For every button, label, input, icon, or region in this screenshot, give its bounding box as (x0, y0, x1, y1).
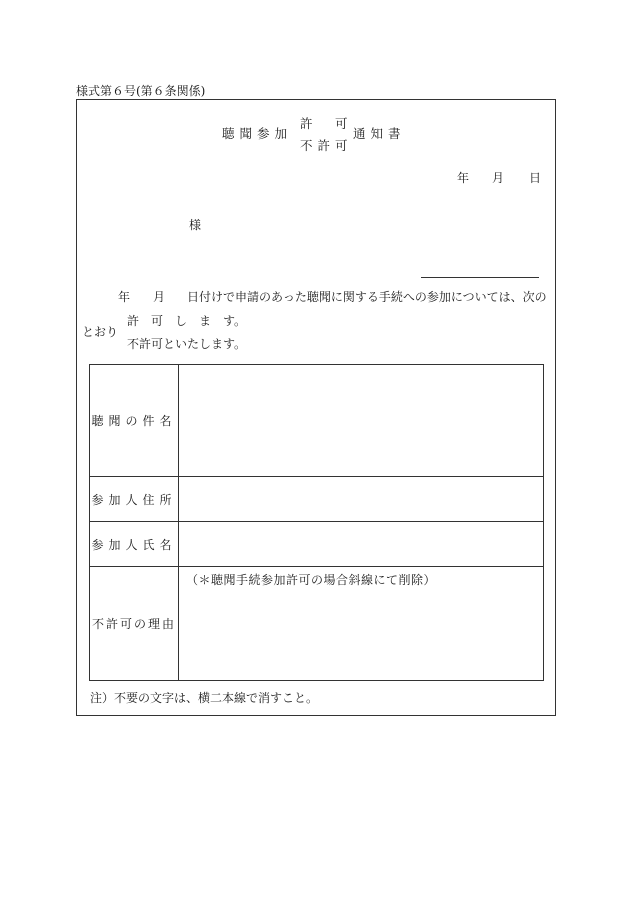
body-year: 年 (118, 290, 131, 304)
form-number: 様式第６号(第６条関係) (76, 84, 206, 98)
row-label-participant-name: 参加人氏名 (90, 522, 179, 567)
footnote: 注）不要の文字は、横二本線で消すこと。 (90, 691, 319, 705)
addressee-suffix: 様 (189, 218, 202, 232)
signature-line (421, 277, 539, 278)
date-year: 年 (457, 171, 470, 185)
date-month: 月 (492, 171, 505, 185)
table-row (90, 522, 544, 567)
row-value-denial-reason (179, 567, 544, 681)
title-option-deny: 不許可 (300, 138, 353, 153)
details-table (89, 364, 544, 681)
body-option-permit: 許 可 し ま す。 (127, 314, 247, 328)
title-left: 聴聞参加 (222, 126, 293, 141)
body-month: 月 (153, 290, 166, 304)
date-day: 日 (529, 171, 542, 185)
title-right: 通知書 (353, 126, 406, 141)
body-option-deny: 不許可といたします。 (127, 337, 247, 351)
row-label-denial-reason: 不許可の理由 (90, 567, 179, 681)
table-row (90, 365, 544, 477)
row-value-participant-name (179, 522, 544, 567)
body-line2-prefix: とおり (82, 325, 119, 339)
row-label-hearing-case: 聴聞の件名 (90, 365, 179, 477)
table-row (90, 477, 544, 522)
body-line1: 日付けで申請のあった聴聞に関する手続への参加については、次の (187, 290, 547, 304)
row-value-participant-address (179, 477, 544, 522)
row-value-hearing-case (179, 365, 544, 477)
denial-reason-note: （＊聴聞手続参加許可の場合斜線にて削除） (186, 573, 437, 587)
title-option-permit: 許 可 (300, 116, 353, 131)
row-label-participant-address: 参加人住所 (90, 477, 179, 522)
table-row (90, 567, 544, 681)
